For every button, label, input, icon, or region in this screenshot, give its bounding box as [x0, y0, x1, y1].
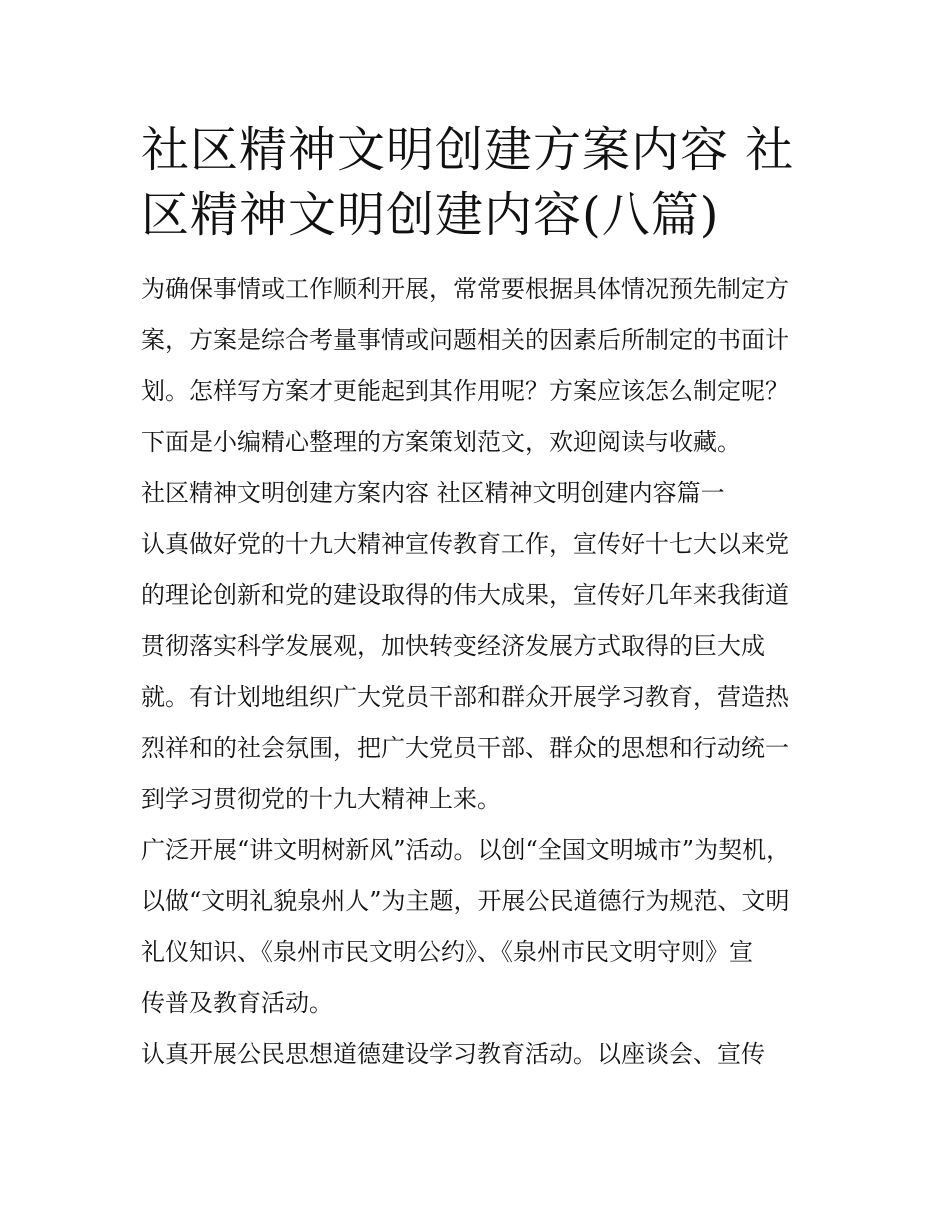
body-paragraph: 认真做好党的十九大精神宣传教育工作，宣传好十七大以来党 的理论创新和党的建设取得的伟大成果，宣传好几年来我街道 贯彻落实科学发展观，加快转变经济发展方式取得的巨大成 就。有计划地组织广大党员干部和群众开展学习教育，营造热 烈祥和的社会氛围，把广大党员干部、群众的思想和行动统一 到学习贯彻党的十九大精神上来。: [141, 530, 789, 813]
body-paragraph: 认真开展公民思想道德建设学习教育活动。以座谈会、宣传: [141, 1040, 765, 1068]
body-paragraph: 广泛开展“讲文明树新风”活动。以创“全国文明城市”为契机， 以做“文明礼貌泉州人”为主题，开展公民道德行为规范、文明 礼仪知识、《泉州市民文明公约》、《泉州市民文明守则》宣 传普及教育活动。: [141, 836, 791, 1017]
document-title: 社区精神文明创建方案内容 社 区精神文明创建内容(八篇): [141, 122, 795, 243]
section-heading: 社区精神文明创建方案内容 社区精神文明创建内容篇一: [141, 479, 725, 507]
intro-paragraph: 为确保事情或工作顺利开展，常常要根据具体情况预先制定方 案，方案是综合考量事情或问题相关的因素后所制定的书面计 划。怎样写方案才更能起到其作用呢？方案应该怎么制定呢？ 下面是小编精心整理的方案策划范文，欢迎阅读与收藏。: [141, 275, 789, 456]
document-content: [141, 118, 821, 1080]
